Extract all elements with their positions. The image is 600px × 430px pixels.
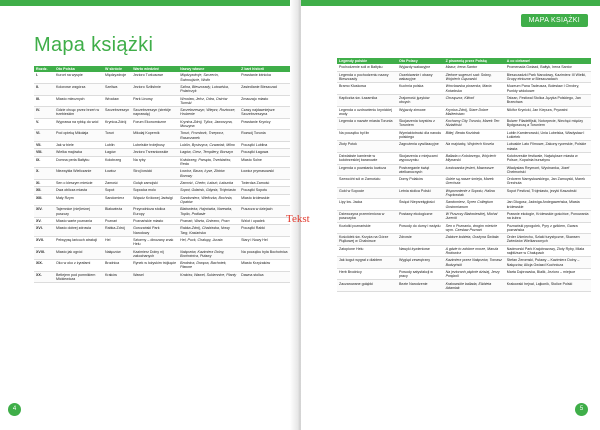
table-cell: Jezioro Trzesniowskie [131, 149, 178, 156]
table-row [34, 271, 290, 283]
table-cell: XIII. [34, 194, 54, 206]
table-cell: VI. [34, 130, 54, 142]
text-placeholder-label: Tekst [286, 213, 310, 225]
table-cell: Szeliwa [103, 83, 131, 95]
table-cell: Dziwlakste kamienie w kołobrzeskiej baranowie [337, 152, 397, 164]
table-cell: Hel [103, 236, 131, 248]
table-cell: Powody do dumy i wstydu [397, 222, 444, 234]
table-cell: Koziołki poznańskie [337, 222, 397, 234]
table-cell: Promenada Gwiazd, Bałtyk, Irena Santor [505, 64, 591, 71]
table-cell: Stefan Żeromski, Puławy – Kazimierz Dolny – Nałęczów, Alicja Gwiazd Kuchnicza [505, 257, 591, 269]
table-cell: IV. [34, 107, 54, 119]
table-cell: Dziewczyna przemieniona w puszczyka [337, 210, 397, 222]
table-cell: Zdrowie [397, 234, 444, 246]
table-cell: Twierdza Zamość [239, 179, 290, 186]
top-green-bar [0, 0, 299, 6]
table-cell: Skojarzenia turystów z Toruniem [397, 118, 444, 130]
table-cell: Miasto Krzyżaków [239, 260, 290, 272]
table-cell: I. [34, 72, 54, 83]
table-row [34, 156, 290, 168]
table-cell: VII. [34, 141, 54, 148]
table-cell: Początki Łagowa [239, 149, 290, 156]
table-cell: Wygląd zewnętrzny [397, 257, 444, 269]
table-row [34, 217, 290, 224]
table-cell: Szlina, Bieszczady, Lutowiska, Polańczyk [178, 83, 239, 95]
table-row [34, 72, 290, 83]
table-cell: Kazimierz Dolny nij zakochanych [131, 248, 178, 260]
table-cell: Kazimierz przez Nałęczów, Tomasz Budzyński [444, 257, 505, 269]
table-cell: Toruń [103, 130, 131, 142]
table-cell: XVI. [34, 225, 54, 237]
table-cell: Jak kogut wygrał z diabłem [337, 257, 397, 269]
legends-table-body [337, 64, 591, 291]
table-row [34, 149, 290, 156]
table-cell: Szczebrzeszyn, Wieprz, Roztocze, Hrubenie [178, 107, 239, 119]
table-row [34, 206, 290, 218]
legends-header-cell: Z pisownią przez Polskę [444, 58, 505, 64]
table-cell: Tatzan, Festiwal Stolica Języka Polskiego, Jan Brzechwa [505, 94, 591, 106]
table-cell: Postrzeganie świąt wielkanocnych [397, 164, 444, 176]
table-cell: Zmaczajo miasto [239, 95, 290, 107]
table-cell: Legenda o uzdrowieniu krynickiej wody [337, 106, 397, 118]
table-cell: Rynek w łożyskim trójkącie [131, 260, 178, 272]
table-row [337, 94, 591, 106]
table-cell: Bieszczadzki Park Narodowy, Kazimierz III Wielki, Grupy etniczne w Bieszczadach [505, 71, 591, 83]
table-cell: Łagów [103, 149, 131, 156]
table-cell: Nałęczów [103, 248, 131, 260]
table-cell: Wrocław [103, 95, 131, 107]
chapter-header-cell: Z bart historii [239, 66, 290, 72]
table-cell: II. [34, 83, 54, 95]
table-cell: Bitlej, Beata Kozidrak [444, 129, 505, 141]
table-cell: Gdzie są nasze śmieja, Marek Grechuta [444, 176, 505, 188]
table-cell: Sandomierz [103, 194, 131, 206]
table-cell: Kraków [103, 271, 131, 283]
table-row [337, 268, 591, 280]
table-row [337, 199, 591, 211]
table-cell: Zamość, Chełm, Łabuń, Łabunka [178, 179, 239, 186]
table-cell: Wzlot i upadek [239, 217, 290, 224]
table-cell: III. [34, 95, 54, 107]
table-row [337, 164, 591, 176]
table-cell: XX. [34, 271, 54, 283]
table-cell: Kraków, Wawel, Sukiennice, Planty [178, 271, 239, 283]
table-cell: Zabiore kobieta, Grażyna Świtała [444, 234, 505, 246]
table-cell: Puszcza w dziejach [239, 206, 290, 218]
table-cell: Kościółek św. Krzyża na Górze Piąłkowej w Chabówce [337, 234, 397, 246]
table-cell: Lublin Kamienowski, Unia Lubelska, Władysław I Łokietek [505, 129, 591, 141]
table-cell: Białowieża, Hajnówka, Narewka, Topiło, Podlasie [178, 206, 239, 218]
table-cell: Nawyki żywieniowe [397, 245, 444, 257]
table-cell: Hel, Puck, Chałupy, Jurata [178, 236, 239, 248]
table-cell: V. [34, 118, 54, 130]
table-cell: Dawna stolica [239, 271, 290, 283]
table-cell: Sztormy – dinozany znak Helu [131, 236, 178, 248]
table-row [34, 194, 290, 206]
table-row [337, 257, 591, 269]
table-cell: W Puszczy Białowieskiej, Michał Jurecki [444, 210, 505, 222]
table-cell: Złoty Potok [337, 141, 397, 153]
table-cell: Dwa oblicza miasta [54, 187, 103, 194]
table-cell: Sen o Poznaniu, drogim mieście wym. Czesław Poznań [444, 222, 505, 234]
table-cell: Przyrodnicza stolica Europy [131, 206, 178, 218]
table-cell: Poznańskie miasto [131, 217, 178, 224]
table-cell: Poznański pyrogolek, Pyry z gzikiem, Gwara poznańska [505, 222, 591, 234]
table-cell: Gołąb zamojski [131, 179, 178, 186]
table-cell: Białowieża [103, 206, 131, 218]
table-row [337, 141, 591, 153]
table-cell: Kołobrzeg, Parsęta, Trzebiatów, Reda [178, 156, 239, 168]
table-cell: Miasto królewskie [239, 194, 290, 206]
legends-map-table [337, 58, 591, 292]
table-cell: Zamość [103, 179, 131, 186]
right-page-number: 5 [575, 403, 588, 416]
table-cell: XI. [34, 179, 54, 186]
table-cell: Miasto mlecznych [54, 95, 103, 107]
table-cell: Gorczański Park Narodowy [131, 225, 178, 237]
legends-header-cell: Legendy polskie [337, 58, 397, 64]
table-cell: Jezioro Turkusowe [131, 72, 178, 83]
table-cell: Marta Dąbrowska, Bialik, Jezioro – miejsce [505, 268, 591, 280]
table-cell: Krakowskie ballada, Elżbieta Adamiak [444, 280, 505, 292]
table-row [337, 83, 591, 95]
table-cell: Szewcóht sól w Zamościu [337, 176, 397, 188]
table-cell: Lubuskie Lato Filmowe, Zakony rycerskie, Polskie miasta [505, 141, 591, 153]
table-cell: Postawy ekologiczne [397, 210, 444, 222]
table-cell: Kuchnia polska [397, 83, 444, 95]
table-cell: Zasiedlanie Bieszczad [239, 83, 290, 95]
table-cell: Pod opieką Mikołaja [54, 130, 103, 142]
table-cell: Powody satysfakcji w pracy [397, 268, 444, 280]
table-row [34, 187, 290, 194]
table-cell: Gdzie chcąc przez brzeń w trzebieskim [54, 107, 103, 119]
table-row [34, 130, 290, 142]
table-row [34, 83, 290, 95]
table-cell: Domna perła Bałtyku [54, 156, 103, 168]
table-row [34, 236, 290, 248]
table-cell: XV. [34, 217, 54, 224]
table-cell: Mazur, Irena Santor [444, 64, 505, 71]
table-cell: Forum Ekonomiczne [131, 118, 178, 130]
table-cell: Sandomierz, Wieliczka, Bochnia, Opatów [178, 194, 239, 206]
table-row [34, 179, 290, 186]
table-cell: Muzeum Pana Tadeusza, Bolesław I Chrobry, Punkty widokowe [505, 83, 591, 95]
section-header-tag: MAPA KSIĄŻKI [521, 14, 588, 27]
table-cell: Władysław Reymont, Wycinanka, Józef Chełmoński [505, 164, 591, 176]
table-cell: Wyjazdy zimowe [397, 106, 444, 118]
table-cell: Wyjazdy wakacyjne [397, 64, 444, 71]
table-row [34, 225, 290, 237]
page-title: Mapa książki [34, 34, 154, 56]
table-cell: Kolorowe wzgórza [54, 83, 103, 95]
chapter-header-cell: Oto Polska [54, 66, 103, 72]
table-cell: Kurort na wyspie [54, 72, 103, 83]
legends-header-cell: Oto Polacy [397, 58, 444, 64]
table-cell: Sopocka molo [131, 187, 178, 194]
table-cell: Wymiaktotność dla narodu polskiego [397, 129, 444, 141]
table-cell: Sopot, Gdańsk, Gdynia, Trójmiasto [178, 187, 239, 194]
table-cell: Mikołaj Kopernik [131, 130, 178, 142]
table-row [337, 152, 591, 164]
table-cell: Zatopione Helu [337, 245, 397, 257]
table-cell: Bramo Kłuskowa [337, 83, 397, 95]
table-cell: Tajemnice (nie)leśnej puszczy [54, 206, 103, 218]
table-row [34, 95, 290, 107]
table-cell: Betlejem pod pomnikiem Mickiewicza [54, 271, 103, 283]
table-cell: Zaczarowane gołąbki [337, 280, 397, 292]
table-cell: Prawnie ekologie, Królewskie gościńce, Ponowania na żubra [505, 210, 591, 222]
top-green-bar-right [301, 0, 600, 6]
table-cell: A gdzie to zdobne morze, Marula Rodowicz [444, 245, 505, 257]
table-cell: Poznań [103, 217, 131, 224]
table-cell: Krynica-Zdrój [103, 118, 131, 130]
table-cell: Łowiczanka jesień, Mazowsze [444, 164, 505, 176]
table-cell: Rabka-Zdrój, Chabówka, Nowy Targ, Kasiańska [178, 225, 239, 237]
table-cell: Oko w oko z żyrafami [54, 260, 103, 272]
table-cell: Miasto Solne [239, 156, 290, 168]
table-cell: Kapliczka św. Łazarnika [337, 94, 397, 106]
table-cell: Lublin [103, 141, 131, 148]
table-cell: Wspomnienie z Sopotu, Halina Frąckowiak [444, 187, 505, 199]
table-cell: Ballada o Kołobrzegu, Wojciech Młynarski [444, 152, 505, 164]
table-row [337, 71, 591, 83]
table-row [34, 168, 290, 180]
table-cell: Zrajomość języków obcych [397, 94, 444, 106]
table-cell: Wyprawa na rybkę do wód [54, 118, 103, 130]
table-cell: Miasto warte poznania [54, 217, 103, 224]
table-cell: XII. [34, 187, 54, 194]
table-cell: Początki Sopotu [239, 187, 290, 194]
table-cell: Poznań, Warta, Gniezno, Pozn [178, 217, 239, 224]
table-cell: Kołobrzeskie festiwale, Największe miasta w Polsce, Kopalnia bursztynu [505, 152, 591, 164]
chapter-header-cell: Rozdz. [34, 66, 54, 72]
table-cell: Order Uśmiechu, Szlaki turystyczne, Skansen Zwiedzów Wielkanocnych [505, 234, 591, 246]
table-cell: Rabka-Zdrój [103, 225, 131, 237]
table-cell: Lublin, Bystrzyca, Czwartak, Milno [178, 141, 239, 148]
table-cell: Międzyzdroje, Szczecin, Świnoujście, Wolin [178, 72, 239, 83]
table-cell: Wrocławska piosenka, Marta Kotarbska [444, 83, 505, 95]
table-cell: Sen o kleszym mieście [54, 179, 103, 186]
table-row [34, 118, 290, 130]
table-cell: Łowicz prymasowski [239, 168, 290, 180]
table-cell: XVIII. [34, 248, 54, 260]
table-row [337, 222, 591, 234]
table-cell: Bezte Narodzenie [397, 280, 444, 292]
table-cell: Krynica-Zdrój, Stare Dobre Małżeństwo [444, 106, 505, 118]
table-cell: Jan Długosz, Jadwiga Andegaweńska, Miasta królewskie [505, 199, 591, 211]
chapter-table-body [34, 72, 290, 282]
table-cell: Lipy kw. Jacka [337, 199, 397, 211]
table-cell: Chrząszcz, Klitorii [444, 94, 505, 106]
table-cell: Początki Rabki [239, 225, 290, 237]
table-cell: Gołd w Sopocie [337, 187, 397, 199]
table-cell: Kołobrzeg [103, 156, 131, 168]
table-cell: Na ryby [131, 156, 178, 168]
table-cell: Zielone sugeruci sad: Sobny, Wojciech Gąsowski [444, 71, 505, 83]
table-cell: Miasto dobrej zdrowia [54, 225, 103, 237]
table-cell: XVII. [34, 236, 54, 248]
table-row [337, 210, 591, 222]
table-cell: Jak w biele [54, 141, 103, 148]
table-cell: Jezioro Szilishnie [131, 83, 178, 95]
table-cell: Stary i Nowy Hel [239, 236, 290, 248]
table-row [337, 234, 591, 246]
table-cell: Mały Rzym [54, 194, 103, 206]
table-cell: Bulwer Filadelfijski, Notorpecie, Niechęć między Bydgoszczą a Toruniem [505, 118, 591, 130]
table-row [337, 118, 591, 130]
table-cell: Ordorem Namysłowskiego, Jan Zamoyski, Marek Grechuta [505, 176, 591, 188]
table-cell: Pochodzenie soli w Bałtyku [337, 64, 397, 71]
table-cell: Legenda o powstaniu łowicza [337, 164, 397, 176]
table-cell: Sandomierz, Syren Collegium Gostomianum [444, 199, 505, 211]
table-cell: Na jezioranh pięknie dzisiaj, Jerzy Poręboll [444, 268, 505, 280]
table-cell: Legenda o pochodzeniu nazwy Bieszczady [337, 71, 397, 83]
table-cell: Wąwóz Królowej Jadwigi [131, 194, 178, 206]
table-cell: Pełwypsę łańcuch atrakcji [54, 236, 103, 248]
table-cell: Krakowski hejnał, Lajkonik, Stolice Polski [505, 280, 591, 292]
table-cell: Niezwykła Wieliczanie [54, 168, 103, 180]
table-cell: Nikifor Krynicki, Jan Kiepura, Prywatni [505, 106, 591, 118]
table-cell: Miasto jak ogród [54, 248, 103, 260]
table-cell: Na początku był łin [337, 129, 397, 141]
table-cell: IX. [34, 156, 54, 168]
table-row [34, 107, 290, 119]
table-cell: Na majówkę, Wojciech Kosela [444, 141, 505, 153]
table-row [34, 141, 290, 148]
table-row [337, 64, 591, 71]
table-cell: Skojarzenia z miejscami wypoczynku [397, 152, 444, 164]
table-cell: Wawel [131, 271, 178, 283]
table-cell: Święci Nieprzełęgłości [397, 199, 444, 211]
left-page [0, 0, 299, 430]
chapter-header-cell: Nazwy własne [178, 66, 239, 72]
right-page [301, 0, 600, 430]
table-cell: Lubelskie trolejbusy [131, 141, 178, 148]
table-row [337, 176, 591, 188]
table-cell: Na początku była Bochotnica [239, 248, 290, 260]
table-row [337, 280, 591, 292]
table-cell: VIII. [34, 149, 54, 156]
chapter-map-table [34, 66, 290, 283]
table-cell: Herb Brodnicy [337, 268, 397, 280]
table-cell: Kochamy City Toruniu, Marek Ten Niziałiński [444, 118, 505, 130]
table-cell: Powstanie Krynicy [239, 118, 290, 130]
table-cell: Szczebrzeszyn [103, 107, 131, 119]
table-cell: Legenda o nazwie miasta Torunia [337, 118, 397, 130]
table-cell: Nałęczów, Kazimierz Dolny, Bochotnica, Puławy [178, 248, 239, 260]
table-cell: Zagrożenia cywilizacyjne [397, 141, 444, 153]
table-cell: Łagów, Cierz, Templiery, Borszyn [178, 149, 239, 156]
table-cell: Międzyzdroje [103, 72, 131, 83]
table-cell: Stroj łowicki [131, 168, 178, 180]
table-row [34, 248, 290, 260]
table-cell: Szczebrzeszyn (strekije naprawdę) [131, 107, 178, 119]
chapter-header-cell: Warto wiedzieć [131, 66, 178, 72]
table-cell: X. [34, 168, 54, 180]
table-cell: Oczekiwanie i obawy wakacyjne [397, 71, 444, 83]
table-cell: Łowicz, Bzura, Łyse, Złotów Borowy [178, 168, 239, 180]
table-cell: Krynica-Zdrój, Tylicz, Jaworzyna, Muszyna [178, 118, 239, 130]
legends-header-cell: A co ciekawe! [505, 58, 591, 64]
table-cell: Toruń, Frombork, Trzepocz, Raszczanek [178, 130, 239, 142]
table-cell: Wielka majówka [54, 149, 103, 156]
table-cell: XIX. [34, 260, 54, 272]
table-cell: Park Linowy [131, 95, 178, 107]
table-cell: Brodnica, Drwęca, Bachotek, Pławne [178, 260, 239, 272]
table-cell: Czasy najdawniejsze Szczebrzeszyna [239, 107, 290, 119]
table-row [337, 129, 591, 141]
table-cell: Powstanie łotnicka [239, 72, 290, 83]
table-cell: Nadmorski Park Krajobrazowy, Złoty Ryby, Miała najbliższe w Chałupach [505, 245, 591, 257]
table-cell: Sopot Festival, Trójmiasto, jezyki Kaszubski [505, 187, 591, 199]
table-cell: Początki Lublina [239, 141, 290, 148]
table-cell: XIV. [34, 206, 54, 218]
table-row [337, 106, 591, 118]
table-row [34, 260, 290, 272]
table-cell: Brodnica [103, 260, 131, 272]
table-cell: Wrocław, Jelcz, Odra, Ostrów Tumski [178, 95, 239, 107]
table-cell: Rozwój Torunia [239, 130, 290, 142]
table-row [337, 187, 591, 199]
table-cell: Letnia stolica Polski [397, 187, 444, 199]
chapter-header-cell: W skrócie [103, 66, 131, 72]
left-page-number: 4 [8, 403, 21, 416]
table-cell: Łowicz [103, 168, 131, 180]
table-cell: Sopot [103, 187, 131, 194]
table-row [337, 245, 591, 257]
table-cell: Domy Polaków [397, 176, 444, 188]
